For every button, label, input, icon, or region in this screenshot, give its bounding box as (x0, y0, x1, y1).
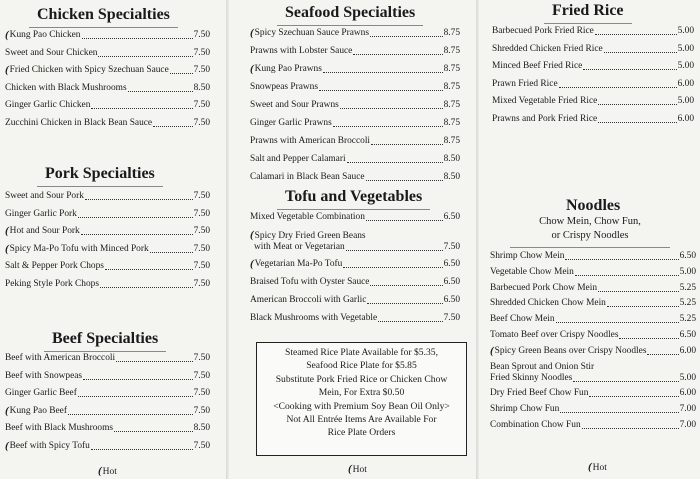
hot-pepper-icon: ( (250, 63, 254, 75)
page-fold (476, 0, 479, 479)
dot-leader (116, 361, 192, 362)
menu-item (5, 226, 210, 237)
menu-item-price: 8.75 (443, 118, 460, 128)
menu-item-price: 6.00 (679, 345, 696, 356)
dot-leader (598, 291, 679, 292)
menu-item (490, 420, 696, 431)
dot-leader (81, 234, 193, 235)
menu-item-name: Salt & Pepper Pork Chops (5, 261, 104, 271)
dot-leader (575, 275, 679, 276)
dot-leader (582, 428, 679, 429)
hot-pepper-icon: ( (5, 404, 9, 417)
notice-line: Seafood Rice Plate for $5.85 (306, 360, 417, 372)
hot-pepper-icon: ( (5, 64, 9, 76)
menu-item (492, 44, 694, 55)
section-title-seafood (285, 4, 415, 22)
notice-line: Rice Plate Orders (327, 427, 396, 439)
noodles-subtitle: Chow Mein, Chow Fun, (539, 216, 641, 227)
dot-leader (153, 126, 193, 127)
hot-pepper-icon: ( (250, 229, 254, 241)
menu-item-name: Spicy Szechuan Sauce Prawns (254, 28, 369, 38)
menu-item (5, 191, 210, 202)
menu-item-price: 5.00 (677, 43, 694, 54)
menu-item-price: 8.75 (443, 82, 460, 92)
menu-item (490, 267, 696, 278)
menu-item-price: 8.75 (443, 46, 460, 56)
menu-item-price: 5.25 (679, 282, 696, 293)
noodles-subtitle: or Crispy Noodles (551, 230, 629, 241)
menu-item-name: Mixed Vegetable Fried Rice (492, 96, 598, 106)
menu-item-name: Shredded Chicken Chow Mein (490, 298, 606, 309)
title-underline (44, 351, 166, 352)
menu-item-price: 7.50 (193, 440, 210, 451)
dot-leader (366, 180, 443, 181)
hot-pepper-icon: ( (250, 258, 254, 270)
menu-item (5, 48, 210, 59)
menu-item-price: 8.50 (443, 154, 460, 164)
dot-leader (556, 322, 679, 323)
menu-item (490, 362, 696, 384)
menu-item-price: 7.00 (679, 404, 696, 415)
menu-item (250, 100, 460, 111)
menu-item-price: 6.50 (443, 212, 460, 222)
menu-item (250, 64, 460, 75)
menu-item-price: 7.50 (443, 313, 460, 323)
menu-item-price: 7.50 (193, 261, 210, 271)
fried-rice-title-text: Fried Rice (552, 2, 624, 19)
dot-leader (573, 381, 678, 382)
menu-item-price: 6.00 (679, 388, 696, 399)
dot-leader (353, 54, 442, 55)
hot-legend-text: Hot (592, 463, 607, 473)
menu-item-name: American Broccoli with Garlic (250, 295, 367, 305)
menu-item (5, 388, 210, 399)
menu-item-price: 5.00 (677, 96, 694, 106)
dot-leader (647, 354, 678, 355)
menu-item-price: 6.00 (677, 78, 694, 89)
menu-item-name: Beef with Spicy Tofu (9, 440, 90, 451)
dot-leader (346, 250, 443, 251)
title-underline (510, 247, 670, 248)
menu-item-price: 6.50 (679, 330, 696, 340)
rice-plate-notice (256, 342, 467, 456)
menu-item-name: Bean Sprout and Onion Stir (490, 361, 595, 372)
menu-item-name: Kung Pao Beef (9, 405, 67, 416)
menu-item-name: Prawns with Lobster Sauce (250, 46, 353, 56)
dot-leader (100, 287, 193, 288)
dot-leader (91, 449, 193, 450)
dot-leader (559, 87, 677, 88)
menu-item (5, 261, 210, 272)
title-underline (277, 25, 423, 26)
menu-item-price: 6.50 (443, 277, 460, 287)
dot-leader (619, 338, 678, 339)
menu-item (5, 244, 210, 255)
menu-item (492, 79, 694, 90)
dot-leader (85, 199, 193, 200)
hot-legend (98, 465, 117, 477)
seafood-title-text: Seafood Specialties (285, 4, 416, 21)
dot-leader (366, 220, 443, 221)
menu-item (250, 28, 460, 39)
menu-item-price: 7.50 (443, 242, 460, 252)
menu-item (5, 118, 210, 129)
title-underline (37, 186, 163, 187)
hot-legend-text: Hot (352, 465, 367, 475)
chicken-title-text: Chicken Specialties (37, 6, 170, 23)
menu-item-price: 8.75 (443, 28, 460, 38)
dot-leader (83, 379, 193, 380)
dot-leader (598, 122, 676, 123)
beef-title-text: Beef Specialties (52, 330, 159, 347)
menu-item-name: Braised Tofu with Oyster Sauce (250, 277, 370, 287)
menu-item-price: 7.50 (193, 65, 210, 75)
dot-leader (370, 36, 443, 37)
dot-leader (82, 38, 193, 39)
dot-leader (78, 396, 193, 397)
menu-item-price: 7.50 (193, 47, 210, 58)
hot-pepper-icon: ( (5, 439, 9, 452)
menu-item-name-cont: Fried Skinny Noodles (490, 372, 573, 383)
dot-leader (91, 108, 192, 109)
menu-item-price: 7.50 (193, 208, 210, 219)
menu-item (250, 136, 460, 147)
title-underline (544, 23, 632, 24)
menu-item-name: Calamari in Black Bean Sauce (250, 172, 365, 182)
menu-item (490, 298, 696, 309)
menu-item (5, 209, 210, 220)
tofu-title-text: Tofu and Vegetables (285, 188, 423, 205)
menu-item-name: Beef with Black Mushrooms (5, 423, 114, 433)
menu-item-price: 5.00 (677, 61, 694, 71)
dot-leader (128, 91, 193, 92)
menu-item-price: 5.25 (679, 298, 696, 309)
menu-item-price: 5.00 (679, 266, 696, 277)
menu-item (5, 371, 210, 382)
dot-leader (114, 431, 193, 432)
menu-item-name: Beef with Snowpeas (5, 370, 83, 381)
menu-item-name: Ginger Garlic Prawns (250, 118, 332, 128)
menu-item-name: Vegetable Chow Mein (490, 266, 574, 277)
dot-leader (68, 414, 193, 415)
menu-item-name: Minced Beef Fried Rice (492, 61, 583, 71)
hot-pepper-icon: ( (5, 242, 9, 255)
menu-item-price: 7.50 (193, 370, 210, 381)
dot-leader (170, 73, 193, 74)
dot-leader (607, 306, 679, 307)
dot-leader (595, 34, 677, 35)
hot-pepper-icon: ( (98, 465, 102, 477)
title-underline (277, 209, 430, 210)
menu-item-price: 7.50 (193, 100, 210, 110)
dot-leader (367, 303, 442, 304)
menu-item-name: Spicy Green Beans over Crispy Noodles (494, 345, 647, 356)
menu-item-price: 7.50 (193, 243, 210, 254)
page-fold (226, 0, 229, 479)
dot-leader (347, 162, 443, 163)
menu-item (250, 118, 460, 129)
dot-leader (323, 72, 443, 73)
dot-leader (371, 144, 443, 145)
menu-item-name: Kung Pao Chicken (9, 30, 81, 40)
menu-item-name: Beef with American Broccoli (5, 353, 116, 363)
menu-item (250, 82, 460, 93)
dot-leader (583, 69, 676, 70)
menu-item-name: Prawns with American Broccoli (250, 136, 371, 146)
hot-legend (348, 463, 367, 475)
menu-item-price: 7.50 (193, 388, 210, 398)
menu-item-price: 6.50 (443, 259, 460, 269)
dot-leader (598, 104, 676, 105)
dot-leader (378, 321, 442, 322)
section-title-chicken (37, 6, 170, 24)
dot-leader (105, 269, 193, 270)
menu-item (490, 404, 696, 415)
menu-item-name: Chicken with Black Mushrooms (5, 82, 127, 93)
pork-title-text: Pork Specialties (45, 165, 155, 182)
dot-leader (370, 285, 442, 286)
menu-item (490, 388, 696, 399)
menu-item-price: 7.00 (679, 420, 696, 430)
menu-item-name: Sweet and Sour Prawns (250, 100, 339, 110)
menu-item-price: 8.50 (193, 82, 210, 93)
menu-item-price: 8.50 (443, 172, 460, 182)
menu-item-price: 7.50 (193, 226, 210, 236)
menu-item (490, 330, 696, 341)
menu-item-name: Tomato Beef over Crispy Noodles (490, 330, 619, 340)
menu-item-price: 6.50 (443, 295, 460, 305)
menu-item-name-cont: with Meat or Vegetarian (254, 242, 345, 252)
menu-item-price: 8.75 (443, 136, 460, 146)
noodles-title-text: Noodles (566, 197, 621, 214)
menu-item-name: Ginger Garlic Chicken (5, 100, 91, 110)
hot-pepper-icon: ( (348, 463, 352, 475)
menu-item-price: 7.50 (193, 191, 210, 201)
dot-leader (78, 217, 193, 218)
dot-leader (150, 252, 193, 253)
menu-item-name: Ginger Garlic Pork (5, 208, 77, 219)
menu-item-price: 6.50 (679, 251, 696, 261)
hot-pepper-icon: ( (250, 27, 254, 39)
notice-line: Steamed Rice Plate Available for $5.35, (284, 347, 438, 358)
menu-item (250, 172, 460, 183)
notice-line: Mein, For Extra $0.50 (318, 387, 405, 399)
dot-leader (565, 259, 678, 260)
menu-item-name: Shrimp Chow Fun (490, 404, 560, 415)
menu-item (250, 295, 460, 306)
menu-item-price: 7.50 (193, 117, 210, 128)
menu-item (5, 406, 210, 417)
menu-item-price: 8.50 (193, 423, 210, 433)
menu-item (5, 83, 210, 94)
hot-legend-text: Hot (102, 467, 117, 477)
notice-line: Not All Entrée Items Are Available For (286, 414, 437, 426)
menu-column-middle (230, 0, 475, 479)
menu-item-name: Dry Fried Beef Chow Fun (490, 388, 589, 399)
menu-item (492, 96, 694, 107)
menu-item-name: Spicy Ma-Po Tofu with Minced Pork (9, 243, 149, 254)
menu-item (490, 346, 696, 357)
dot-leader (589, 396, 678, 397)
menu-item-price: 6.00 (677, 113, 694, 124)
menu-item-price: 7.50 (193, 353, 210, 363)
menu-item (250, 212, 460, 223)
menu-item-name: Mixed Vegetable Combination (250, 212, 365, 222)
hot-pepper-icon: ( (588, 461, 592, 473)
menu-item-name: Prawns and Pork Fried Rice (492, 113, 598, 124)
menu-column-left (0, 0, 225, 479)
menu-item-price: 5.25 (679, 314, 696, 325)
section-title-beef (52, 330, 158, 348)
hot-legend (588, 461, 607, 473)
menu-item (5, 353, 210, 364)
menu-item (490, 314, 696, 325)
menu-item-name: Kung Pao Prawns (254, 64, 322, 74)
menu-item (250, 46, 460, 57)
title-underline (29, 27, 178, 28)
dot-leader (340, 108, 443, 109)
menu-item-name: Salt and Pepper Calamari (250, 154, 346, 164)
menu-item (250, 230, 460, 253)
dot-leader (333, 126, 443, 127)
section-title-fried-rice (552, 2, 624, 20)
menu-item-price: 5.00 (677, 26, 694, 36)
menu-item-name: Ginger Garlic Beef (5, 388, 77, 398)
section-title-pork (45, 165, 155, 183)
menu-item-name: Sweet and Sour Chicken (5, 47, 98, 58)
menu-item-name: (Spicy Dry Fried Green Beans (250, 229, 366, 241)
menu-item-name: Peking Style Pork Chops (5, 278, 100, 289)
menu-item (5, 279, 210, 290)
menu-item (250, 259, 460, 270)
hot-pepper-icon: ( (490, 344, 494, 357)
notice-line: Substitute Pork Fried Rice or Chicken Chow (275, 373, 448, 385)
menu-item-name: Zucchini Chicken in Black Bean Sauce (5, 117, 153, 128)
menu-item (492, 61, 694, 72)
menu-item (490, 251, 696, 262)
menu-item-name: Vegetarian Ma-Po Tofu (254, 259, 343, 269)
menu-item-price: 7.50 (193, 278, 210, 289)
menu-item-name: Snowpeas Prawns (250, 82, 318, 92)
menu-item (250, 277, 460, 288)
menu-item-name: Prawn Fried Rice (492, 78, 558, 89)
section-title-tofu (285, 188, 422, 206)
dot-leader (319, 90, 443, 91)
menu-item (5, 441, 210, 452)
menu-item (490, 283, 696, 294)
menu-item-price: 7.50 (193, 405, 210, 416)
dot-leader (343, 267, 442, 268)
menu-item-name: Shredded Chicken Fried Rice (492, 43, 603, 54)
menu-item (250, 313, 460, 324)
dot-leader (604, 52, 677, 53)
menu-item (250, 154, 460, 165)
menu-item-price: 8.75 (443, 64, 460, 74)
menu-item-name: Fried Chicken with Spicy Szechuan Sauce (9, 65, 169, 75)
menu-item (5, 423, 210, 434)
menu-item-price: 7.50 (193, 30, 210, 40)
menu-item-name: Shrimp Chow Mein (490, 251, 565, 261)
menu-item (5, 65, 210, 76)
menu-item (492, 26, 694, 37)
hot-pepper-icon: ( (5, 225, 9, 237)
notice-line: <Cooking with Premium Soy Bean Oil Only> (273, 400, 450, 412)
menu-item-price: 5.00 (679, 372, 696, 383)
menu-item (5, 30, 210, 41)
menu-item-name: Sweet and Sour Pork (5, 191, 84, 201)
menu-item-name: Barbecued Pork Fried Rice (492, 26, 594, 36)
menu-item-name: Barbecued Pork Chow Mein (490, 282, 598, 293)
dot-leader (560, 412, 678, 413)
menu-item-name: Combination Chow Fun (490, 420, 581, 430)
menu-column-right (480, 0, 700, 479)
menu-item (492, 114, 694, 125)
menu-item (5, 100, 210, 111)
menu-item-price: 8.75 (443, 100, 460, 110)
dot-leader (98, 56, 192, 57)
menu-item-name: Hot and Sour Pork (9, 226, 80, 236)
hot-pepper-icon: ( (5, 29, 9, 41)
menu-item-name: Black Mushrooms with Vegetable (250, 313, 378, 323)
section-title-noodles (566, 197, 620, 215)
menu-item-name: Beef Chow Mein (490, 314, 555, 325)
